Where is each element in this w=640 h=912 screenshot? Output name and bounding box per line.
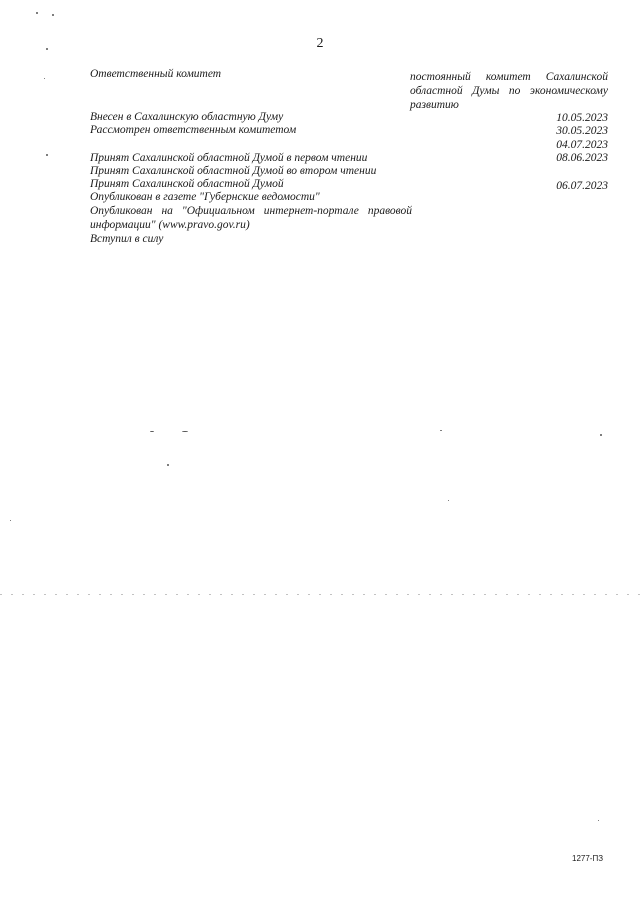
record-date-submitted: 10.05.2023 bbox=[556, 112, 608, 124]
scan-speck bbox=[46, 154, 48, 156]
scan-speck bbox=[10, 520, 11, 521]
record-label-adopted: Принят Сахалинской областной Думой bbox=[90, 178, 284, 190]
record-label-first-reading: Принят Сахалинской областной Думой в первом чтении bbox=[90, 152, 368, 164]
record-label-published-portal: Опубликован на "Официальном интернет-портале правовой информации" (www.pravo.gov.ru) bbox=[90, 205, 412, 231]
scan-speck bbox=[44, 78, 45, 79]
record-date-reviewed-second: 04.07.2023 bbox=[556, 139, 608, 151]
record-date-first-reading: 08.06.2023 bbox=[556, 152, 608, 164]
scan-speck bbox=[46, 48, 48, 50]
page-number: 2 bbox=[316, 36, 324, 51]
scan-speck bbox=[448, 500, 449, 501]
record-label-published-newspaper: Опубликован в газете "Губернские ведомости" bbox=[90, 191, 320, 203]
scan-speck bbox=[600, 434, 602, 436]
scan-speck bbox=[167, 464, 169, 466]
record-label-reviewed: Рассмотрен ответственным комитетом bbox=[90, 124, 297, 136]
scan-speck bbox=[182, 431, 188, 432]
record-date-reviewed: 30.05.2023 bbox=[556, 125, 608, 137]
scan-speck bbox=[440, 430, 442, 431]
committee-label: Ответственный комитет bbox=[90, 68, 222, 80]
record-label-entered-force: Вступил в силу bbox=[90, 233, 164, 245]
scan-artifact-line bbox=[0, 594, 640, 595]
committee-value: постоянный комитет Сахалинской областной Думы по экономическому развитию bbox=[410, 71, 608, 111]
record-label-second-reading: Принят Сахалинской областной Думой во втором чтении bbox=[90, 165, 377, 177]
scan-speck bbox=[150, 431, 154, 432]
record-date-adopted: 06.07.2023 bbox=[556, 180, 608, 192]
scan-speck bbox=[36, 12, 38, 14]
scan-speck bbox=[52, 14, 54, 16]
record-label-submitted: Внесен в Сахалинскую областную Думу bbox=[90, 111, 284, 123]
document-code: 1277-ПЗ bbox=[572, 854, 604, 863]
scan-speck bbox=[598, 820, 599, 821]
